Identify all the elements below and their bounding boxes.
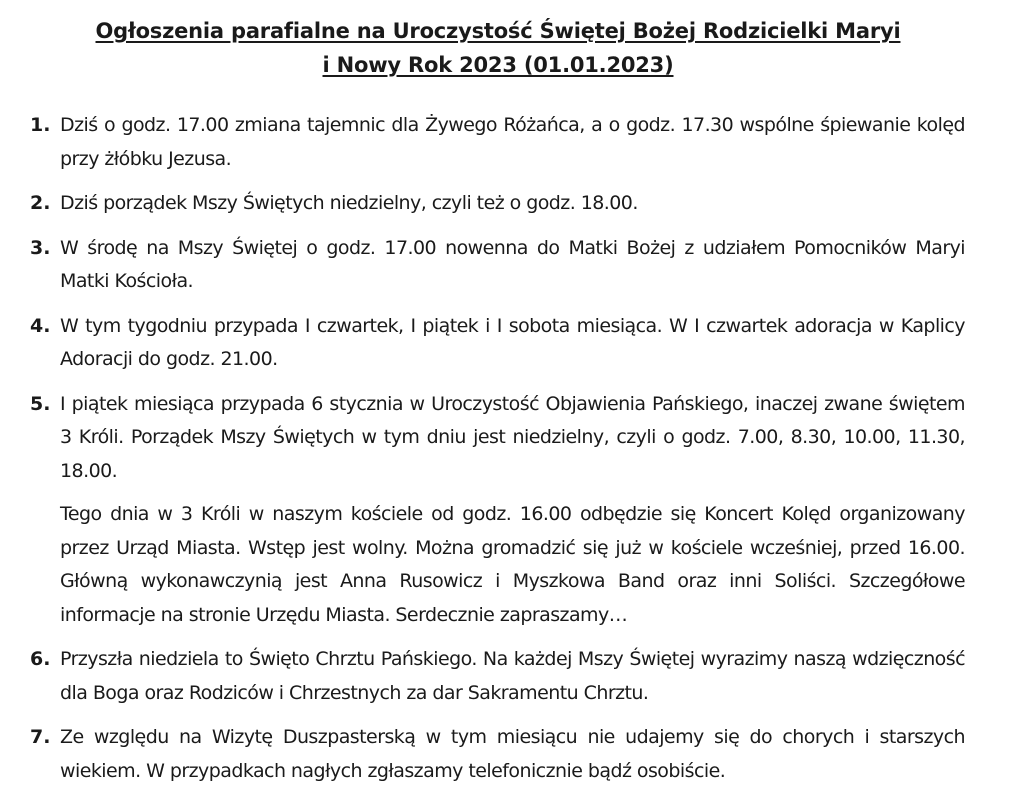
item-text: W środę na Mszy Świętej o godz. 17.00 nowenna do Matki Bożej z udziałem Pomocników Maryi Matki Kościoła. xyxy=(60,236,965,292)
item-number: 6. xyxy=(30,648,51,670)
item-number: 3. xyxy=(30,236,51,259)
announcement-item-5 xyxy=(30,388,965,633)
title-line-2: i Nowy Rok 2023 (01.01.2023) xyxy=(322,53,674,77)
item-number: 2. xyxy=(30,192,51,214)
item-number: 4. xyxy=(30,314,51,337)
announcement-item-2 xyxy=(30,187,965,221)
title-line-1: Ogłoszenia parafialne na Uroczystość Świętej Bożej Rodzicielki Maryi xyxy=(95,19,901,43)
announcement-item-6 xyxy=(30,643,965,710)
item-text: Przyszła niedziela to Święto Chrztu Pańskiego. Na każdej Mszy Świętej wyrazimy naszą wdzięczność dla Boga oraz Rodziców i Chrzestnych za dar Sakramentu Chrztu. xyxy=(60,648,965,704)
item-text: Dziś o godz. 17.00 zmiana tajemnic dla Żywego Różańca, a o godz. 17.30 wspólne śpiewanie kolęd przy żłóbku Jezusa. xyxy=(60,114,965,170)
announcement-item-4 xyxy=(30,310,965,377)
item-text: Ze względu na Wizytę Duszpasterską w tym miesiącu nie udajemy się do chorych i starszych wiekiem. W przypadkach nagłych zgłaszamy telefonicznie bądź osobiście. xyxy=(60,726,965,782)
announcement-item-7 xyxy=(30,721,965,788)
announcement-list xyxy=(30,109,965,799)
item-text: W tym tygodniu przypada I czwartek, I piątek i I sobota miesiąca. W I czwartek adoracja w Kaplicy Adoracji do godz. 21.00. xyxy=(60,314,965,370)
item-number: 5. xyxy=(30,392,51,415)
item-text: I piątek miesiąca przypada 6 stycznia w Uroczystość Objawienia Pańskiego, inaczej zwane świętem 3 Króli. Porządek Mszy Świętych w tym dniu jest niedzielny, czyli o godz. 7.00, 8.30, 10.00, 11.30, 18.00. xyxy=(60,392,965,482)
item-number: 7. xyxy=(30,726,51,748)
item-number: 1. xyxy=(30,114,51,136)
item-text-continued: Tego dnia w 3 Króli w naszym kościele od godz. 16.00 odbędzie się Koncert Kolęd organizowany przez Urząd Miasta. Wstęp jest wolny. Można gromadzić się już w kościele wcześniej, przed 16.00. Główną wykonawczynią jest Anna Rusowicz i Myszkowa Band oraz inni Soliści. Szczegółowe informacje na stronie Urzędu Miasta. Serdecznie zapraszamy… xyxy=(60,503,965,626)
announcement-item-3 xyxy=(30,232,965,299)
document-title xyxy=(0,14,996,82)
announcement-item-1 xyxy=(30,109,965,176)
item-text: Dziś porządek Mszy Świętych niedzielny, czyli też o godz. 18.00. xyxy=(60,192,638,214)
